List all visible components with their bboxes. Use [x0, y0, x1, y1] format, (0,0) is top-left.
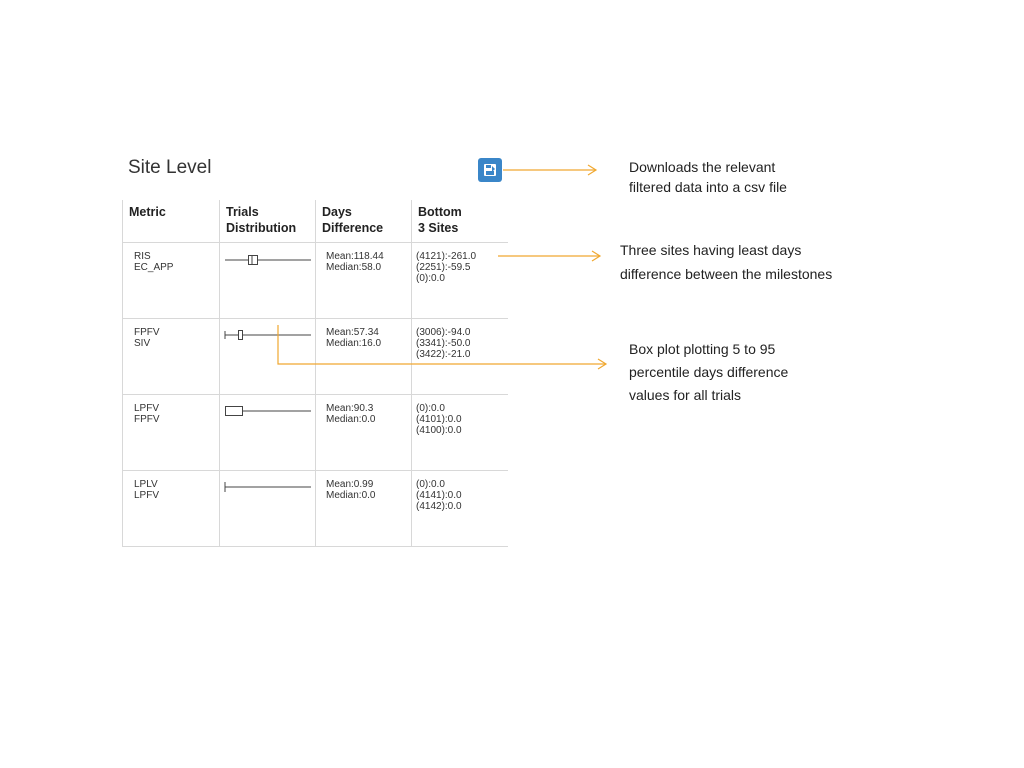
header-days-difference: Days Difference — [316, 200, 412, 242]
annotation-bottom-sites: Three sites having least days difference between the milestones — [620, 242, 833, 282]
bottom-sites-cell: (4121):-261.0 (2251):-59.5 (0):0.0 — [412, 242, 508, 318]
metric-cell: LPLV LPFV — [123, 470, 220, 546]
bottom-sites-cell: (0):0.0 (4101):0.0 (4100):0.0 — [412, 394, 508, 470]
header-metric: Metric — [123, 200, 220, 242]
metric-cell: FPFV SIV — [123, 318, 220, 394]
metric-cell: RIS EC_APP — [123, 242, 220, 318]
stats-cell: Mean:118.44 Median:58.0 — [316, 242, 412, 318]
metric-cell: LPFV FPFV — [123, 394, 220, 470]
stats-cell: Mean:57.34 Median:16.0 — [316, 318, 412, 394]
bottom-sites-cell: (3006):-94.0 (3341):-50.0 (3422):-21.0 — [412, 318, 508, 394]
annotation-download: Downloads the relevant filtered data into a csv file — [629, 159, 787, 195]
bottom-sites-cell: (0):0.0 (4141):0.0 (4142):0.0 — [412, 470, 508, 546]
annotation-box-plot: Box plot plotting 5 to 95 percentile days difference values for all trials — [629, 341, 789, 403]
page-title: Site Level — [128, 157, 212, 178]
box-plot-arrow — [278, 325, 606, 364]
stats-cell: Mean:90.3 Median:0.0 — [316, 394, 412, 470]
header-trials-distribution: Trials Distribution — [220, 200, 316, 242]
stats-cell: Mean:0.99 Median:0.0 — [316, 470, 412, 546]
header-bottom-sites: Bottom 3 Sites — [412, 200, 508, 242]
